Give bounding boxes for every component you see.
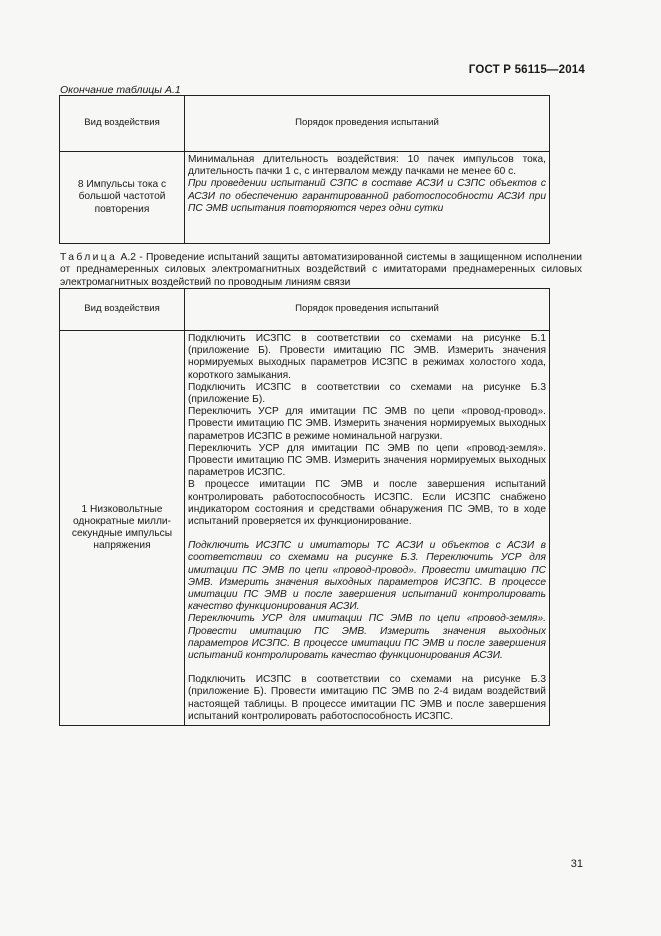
table2-caption-label: Таблица bbox=[60, 252, 118, 263]
table1-col1-header: Вид воздействия bbox=[60, 96, 185, 152]
table1-text-italic: При проведении испытаний СЗПС в составе АСЗИ и СЗПС объектов с АСЗИ по обеспечению гарантированной работоспособности АСЗИ при ПС ЭМВ испытания повторяются через одни сутки bbox=[188, 178, 546, 214]
table2-impact: 1 Низковольтные однократные милли-секундные импульсы напряжения bbox=[60, 331, 185, 726]
block2-para: Переключить УСР для имитации ПС ЭМВ по цепи «провод-земля». Провести имитацию ПС ЭМВ. Измерить значения выходных параметров ИСЗПС. В процессе имитации ПС ЭМВ и после завершения испытаний контролировать качество функционирования АСЗИ. bbox=[188, 613, 546, 662]
block1-para: Переключить УСР для имитации ПС ЭМВ по цепи «провод-провод». Провести имитацию ПС ЭМВ. Измерить значения нормируемых выходных параметров ИСЗПС в режиме номинальной нагрузки. bbox=[188, 406, 546, 442]
block1-para: Переключить УСР для имитации ПС ЭМВ по цепи «провод-земля». Провести имитацию ПС ЭМВ. Измерить значения нормируемых выходных параметров ИСЗПС. bbox=[188, 442, 546, 479]
standard-header: ГОСТ Р 56115—2014 bbox=[468, 64, 585, 76]
block2-para: Подключить ИСЗПС и имитаторы ТС АСЗИ и объектов с АСЗИ в соответствии со схемами на рисунке Б.3. Переключить УСР для имитации ПС ЭМВ по цепи «провод-провод». Провести имитацию ПС ЭМВ. Измерить значения выходных параметров ИСЗПС. В процессе имитации ПС ЭМВ и после завершения испытаний контролировать качество функционирования АСЗИ. bbox=[188, 540, 546, 613]
table1-caption: Окончание таблицы А.1 bbox=[60, 84, 181, 96]
spacer bbox=[188, 528, 546, 540]
table2-caption bbox=[60, 252, 582, 289]
page-number: 31 bbox=[570, 858, 583, 870]
block3-para: Подключить ИСЗПС в соответствии со схемами на рисунке Б.3 (приложение Б). Провести имитацию ПС ЭМВ по 2-4 видам воздействий настоящей таблицы. В процессе имитации ПС ЭМВ и после завершения испытаний контролировать работоспособность ИСЗПС. bbox=[188, 674, 546, 722]
table1-procedure bbox=[185, 152, 550, 244]
block1-para: Подключить ИСЗПС в соответствии со схемами на рисунке Б.1 (приложение Б). Провести имитацию ПС ЭМВ. Измерить значения нормируемых выходных параметров ИСЗПС в режимах холостого хода, короткого замыкания. bbox=[188, 333, 546, 381]
table2-col1-header: Вид воздействия bbox=[60, 289, 185, 331]
table2-procedure bbox=[185, 331, 550, 726]
block1-para: Подключить ИСЗПС в соответствии со схемами на рисунке Б.3 (приложение Б). bbox=[188, 381, 546, 406]
table2 bbox=[59, 288, 550, 726]
block1-para: В процессе имитации ПС ЭМВ и после завершения испытаний контролировать работоспособность ИСЗПС. Если ИСЗПС снабжено индикатором состояния и средствами обнаружения ПС ЭМВ, то в ходе испытаний проверяется их функционирование. bbox=[188, 479, 546, 528]
table1-text-regular: Минимальная длительность воздействия: 10 пачек импульсов тока, длительность пачки 1 с, с интервалом между пачками не менее 60 с. bbox=[188, 154, 546, 178]
table1-impact: 8 Импульсы тока с большой частотой повторения bbox=[60, 152, 185, 244]
table2-col2-header: Порядок проведения испытаний bbox=[185, 289, 550, 331]
table2-caption-text: А.2 - Проведение испытаний защиты автоматизированной системы в защищенном исполнении от преднамеренных силовых электромагнитных воздействий с имитаторами преднамеренных силовых электромагнитных воздействий по проводным линиям связи bbox=[60, 252, 582, 288]
table1 bbox=[59, 95, 550, 244]
spacer bbox=[188, 662, 546, 674]
table1-col2-header: Порядок проведения испытаний bbox=[185, 96, 550, 152]
